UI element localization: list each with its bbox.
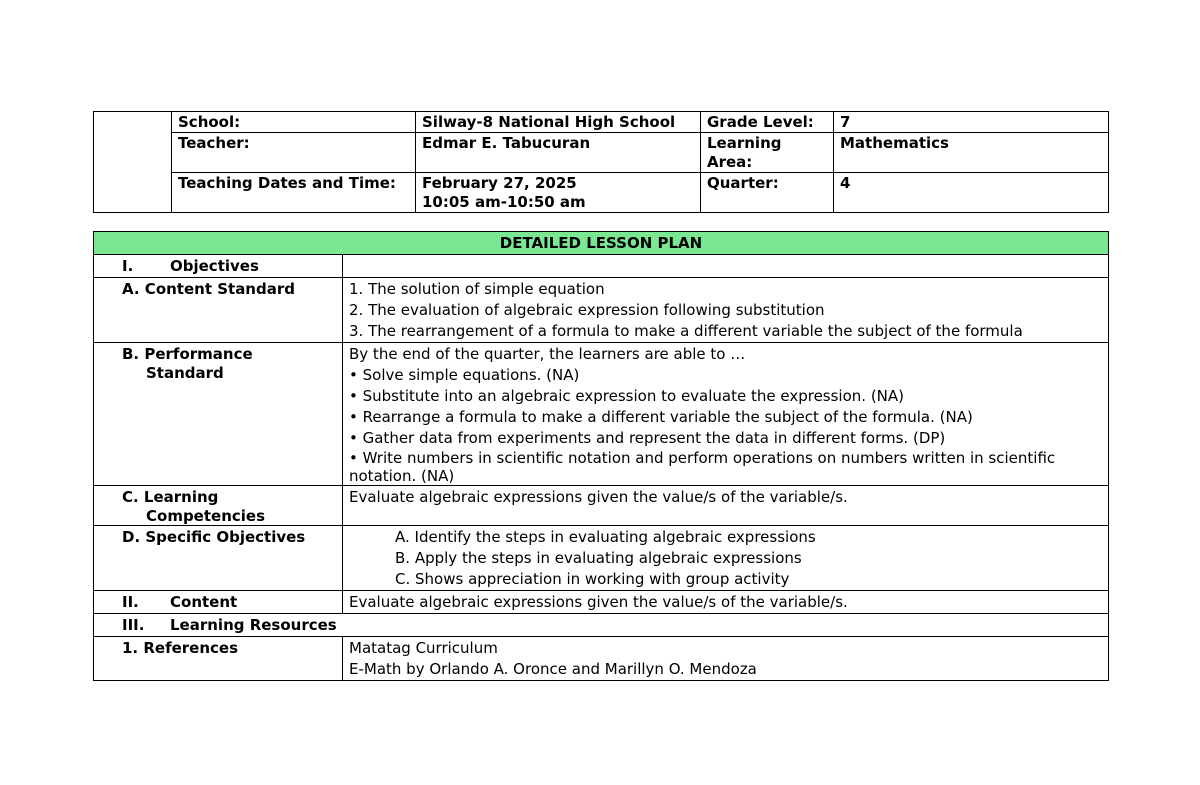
content-standard-label: A. Content Standard: [94, 278, 343, 343]
lesson-plan-table: [93, 231, 1109, 681]
content-num: II.: [122, 593, 139, 611]
specific-objective-item: A. Identify the steps in evaluating algebraic expressions: [395, 528, 816, 546]
plan-title: DETAILED LESSON PLAN: [94, 232, 1109, 255]
dates-value-date: February 27, 2025: [422, 174, 577, 192]
reference-item: E-Math by Orlando A. Oronce and Marillyn O. Mendoza: [349, 660, 757, 678]
logo-cell: [94, 112, 172, 213]
performance-standard-label-line1: B. Performance: [122, 345, 253, 363]
content-standard-item: 2. The evaluation of algebraic expression following substitution: [349, 301, 825, 319]
dates-label: Teaching Dates and Time:: [172, 173, 416, 213]
performance-standard-value: [343, 343, 1109, 486]
learning-area-label: [701, 133, 834, 173]
competencies-label: [94, 486, 343, 526]
school-value: Silway-8 National High School: [416, 112, 701, 133]
performance-standard-bullet: • Solve simple equations. (NA): [349, 366, 580, 384]
content-standard-item: 1. The solution of simple equation: [349, 280, 605, 298]
content-standard-item: 3. The rearrangement of a formula to make a different variable the subject of the formula: [349, 322, 1023, 340]
teacher-label: Teacher:: [172, 133, 416, 173]
quarter-label: Quarter:: [701, 173, 834, 213]
objectives-row: [94, 255, 1109, 278]
competencies-row: [94, 486, 1109, 526]
objectives-heading: [94, 255, 343, 278]
resources-heading: [94, 614, 1109, 637]
learning-area-label-line2: Area:: [707, 153, 753, 171]
references-value: [343, 637, 1109, 681]
performance-standard-bullet: • Substitute into an algebraic expression to evaluate the expression. (NA): [349, 387, 904, 405]
resources-num: III.: [122, 616, 145, 634]
objectives-value: [343, 255, 1109, 278]
resources-row: [94, 614, 1109, 637]
learning-area-label-line1: Learning: [707, 134, 782, 152]
dates-value: [416, 173, 701, 213]
specific-objectives-value: [343, 526, 1109, 591]
specific-objectives-row: [94, 526, 1109, 591]
content-row: [94, 591, 1109, 614]
references-label: 1. References: [94, 637, 343, 681]
resources-label: Learning Resources: [170, 616, 337, 634]
content-value: Evaluate algebraic expressions given the value/s of the variable/s.: [343, 591, 1109, 614]
dates-row: [94, 173, 1109, 213]
dates-value-time: 10:05 am-10:50 am: [422, 193, 586, 211]
content-heading: [94, 591, 343, 614]
performance-standard-row: [94, 343, 1109, 486]
objectives-num: I.: [122, 257, 134, 275]
competencies-label-line2: Competencies: [146, 507, 266, 525]
performance-standard-bullet: • Gather data from experiments and represent the data in different forms. (DP): [349, 429, 946, 447]
competencies-value: Evaluate algebraic expressions given the value/s of the variable/s.: [343, 486, 1109, 526]
school-row: [94, 112, 1109, 133]
objectives-label: Objectives: [170, 257, 259, 275]
specific-objective-item: C. Shows appreciation in working with group activity: [395, 570, 790, 588]
school-label: School:: [172, 112, 416, 133]
reference-item: Matatag Curriculum: [349, 639, 498, 657]
quarter-value: 4: [834, 173, 1109, 213]
content-label: Content: [170, 593, 238, 611]
performance-standard-bullet: • Write numbers in scientific notation and perform operations on numbers written in scientific notation. (NA): [349, 449, 1056, 485]
performance-standard-label-line2: Standard: [146, 364, 224, 382]
competencies-label-line1: C. Learning: [122, 488, 219, 506]
content-standard-row: [94, 278, 1109, 343]
learning-area-value: Mathematics: [834, 133, 1109, 173]
title-row: [94, 232, 1109, 255]
performance-standard-intro: By the end of the quarter, the learners are able to …: [349, 345, 746, 363]
references-row: [94, 637, 1109, 681]
teacher-value: Edmar E. Tabucuran: [416, 133, 701, 173]
specific-objectives-label: D. Specific Objectives: [94, 526, 343, 591]
performance-standard-label: [94, 343, 343, 486]
school-info-table: [93, 111, 1109, 213]
grade-value: 7: [834, 112, 1109, 133]
performance-standard-bullet: • Rearrange a formula to make a different variable the subject of the formula. (NA): [349, 408, 973, 426]
content-standard-value: [343, 278, 1109, 343]
teacher-row: [94, 133, 1109, 173]
grade-label: Grade Level:: [701, 112, 834, 133]
specific-objective-item: B. Apply the steps in evaluating algebraic expressions: [395, 549, 802, 567]
